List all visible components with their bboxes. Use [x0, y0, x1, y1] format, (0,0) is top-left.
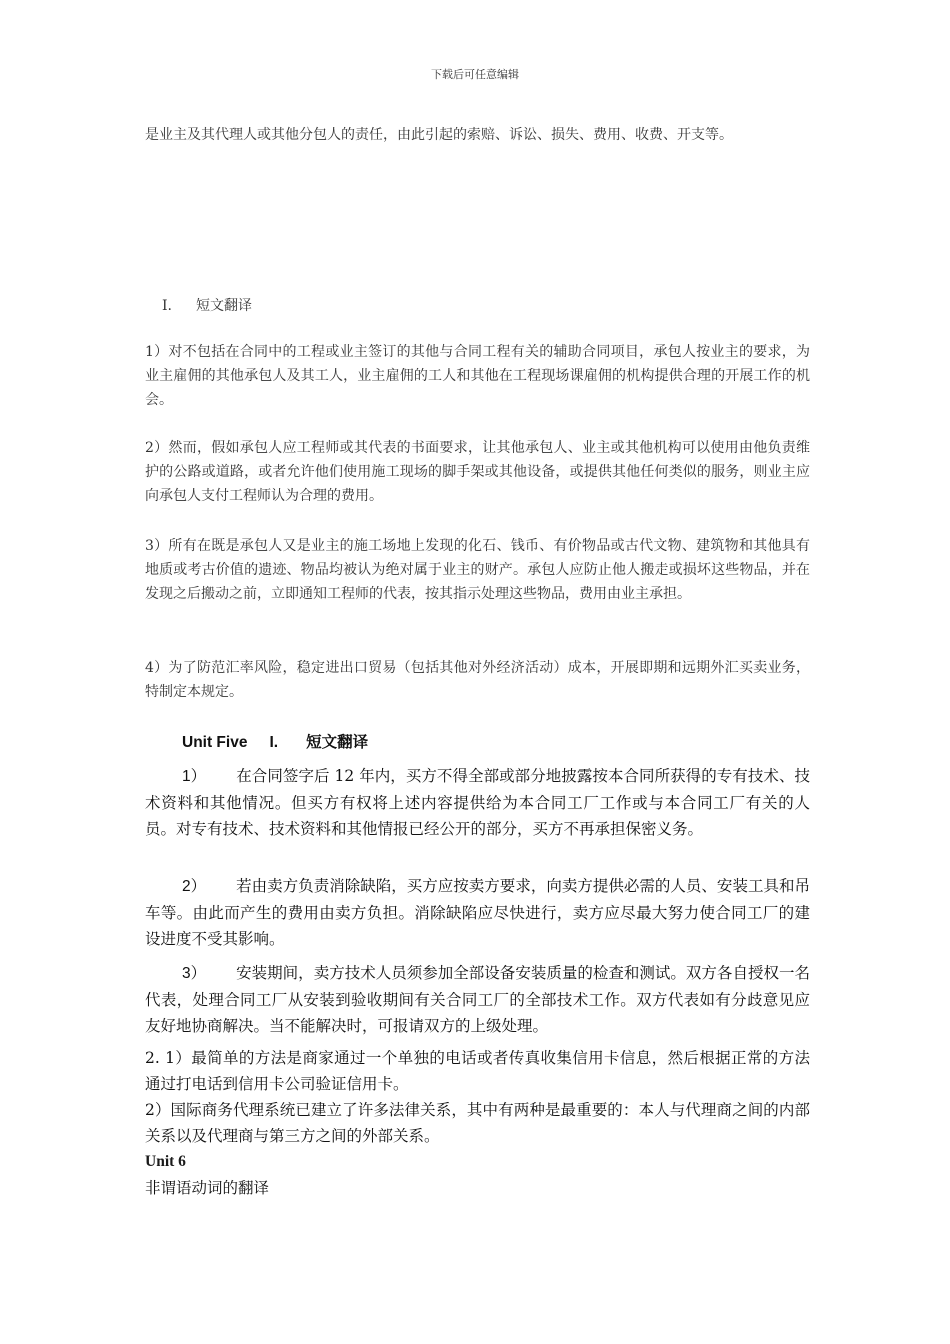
- item-text: 若由卖方负责消除缺陷，买方应按卖方要求，向卖方提供必需的人员、安装工具和吊车等。由此而产生的费用由卖方负担。消除缺陷应尽快进行，卖方应尽最大努力使合同工厂的建设进度不受其影响。: [145, 877, 810, 948]
- section-heading: [162, 295, 252, 315]
- item-label: 2）: [182, 878, 207, 895]
- translation-item-2: 2）然而，假如承包人应工程师或其代表的书面要求，让其他承包人、业主或其他机构可以使用由他负责维护的公路或道路，或者允许他们使用施工现场的脚手架或其他设备，或提供其他任何类似的服务，则业主应向承包人支付工程师认为合理的费用。: [145, 440, 810, 504]
- unit-five-label: Unit Five: [182, 734, 248, 751]
- unit-five-title: 短文翻译: [306, 734, 369, 751]
- translation-item-1: 1）对不包括在合同中的工程或业主签订的其他与合同工程有关的辅助合同项目，承包人按业主的要求，为业主雇佣的其他承包人及其工人，业主雇佣的工人和其他在工程现场课雇佣的机构提供合理的开展工作的机会。: [145, 344, 810, 408]
- part-2-item-2: 2）国际商务代理系统已建立了许多法律关系，其中有两种是最重要的：本人与代理商之间的内部关系以及代理商与第三方之间的外部关系。: [145, 1101, 810, 1145]
- unit-five-item-2: [145, 873, 810, 952]
- translation-item-4: 4）为了防范汇率风险，稳定进出口贸易（包括其他对外经济活动）成本，开展即期和远期外汇买卖业务，特制定本规定。: [145, 660, 810, 700]
- unit-five-item-1: [145, 763, 810, 842]
- unit-five-number: I.: [269, 734, 279, 751]
- unit-five-item-3: [145, 960, 810, 1039]
- unit-five-heading: [182, 730, 368, 752]
- translation-item-3: 3）所有在既是承包人又是业主的施工场地上发现的化石、钱币、有价物品或古代文物、建筑物和其他具有地质或考古价值的遗迹、物品均被认为绝对属于业主的财产。承包人应防止他人搬走或损坏这些物品，并在发现之后搬动之前，立即通知工程师的代表，按其指示处理这些物品，费用由业主承担。: [145, 538, 810, 602]
- section-number: I.: [162, 298, 172, 314]
- item-text: 安装期间，卖方技术人员须参加全部设备安装质量的检查和测试。双方各自授权一名代表，处理合同工厂从安装到验收期间有关合同工厂的全部技术工作。双方代表如有分歧意见应友好地协商解决。当不能解决时，可报请双方的上级处理。: [145, 964, 810, 1035]
- item-label: 1）: [182, 768, 207, 785]
- unit-6-subtitle: 非谓语动词的翻译: [145, 1179, 270, 1197]
- unit-6-heading: Unit 6: [145, 1153, 186, 1170]
- item-text: 在合同签字后 12 年内，买方不得全部或部分地披露按本合同所获得的专有技术、技术资料和其他情况。但买方有权将上述内容提供给为本合同工厂工作或与本合同工厂有关的人员。对专有技术、技术资料和其他情报已经公开的部分，买方不再承担保密义务。: [145, 767, 810, 838]
- page-header: 下载后可任意编辑: [431, 68, 519, 81]
- part-2-item-1: 2. 1）最简单的方法是商家通过一个单独的电话或者传真收集信用卡信息，然后根据正常的方法通过打电话到信用卡公司验证信用卡。: [145, 1049, 810, 1093]
- section-title: 短文翻译: [196, 298, 252, 314]
- item-label: 3）: [182, 965, 207, 982]
- intro-paragraph: 是业主及其代理人或其他分包人的责任，由此引起的索赔、诉讼、损失、费用、收费、开支等。: [145, 127, 733, 143]
